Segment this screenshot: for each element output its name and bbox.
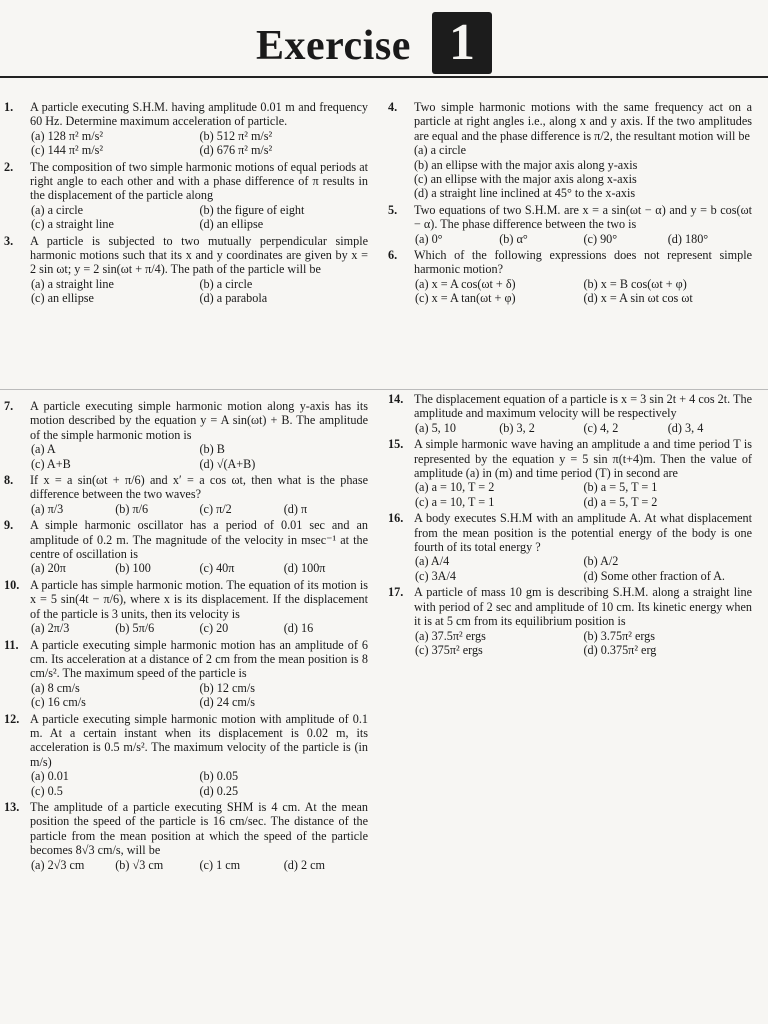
answer-option: (b) √3 cm <box>115 857 164 872</box>
answer-option: (a) a straight line <box>31 276 114 291</box>
answer-options <box>30 681 368 710</box>
question-number: 13. <box>4 799 20 814</box>
question-number: 1. <box>4 100 14 114</box>
question-item <box>388 437 752 509</box>
answer-option: (a) 128 π² m/s² <box>31 128 104 143</box>
question-text: The displacement equation of a particle is x = 3 sin 2t + 4 cos 2t. The amplitude and maximum velocity will be respectively <box>414 392 752 421</box>
question-number: 5. <box>388 202 398 217</box>
answer-option: (b) a = 5, T = 1 <box>583 480 658 495</box>
question-number: 10. <box>4 577 20 592</box>
answer-options <box>30 561 368 575</box>
answer-option: (d) 0.25 <box>199 783 239 798</box>
right-column-bottom <box>388 392 752 659</box>
answer-option: (a) a = 10, T = 2 <box>415 480 495 495</box>
answer-option: (d) 0.375π² erg <box>583 642 657 657</box>
answer-option: (a) a circle <box>31 202 84 217</box>
answer-option: (a) 37.5π² ergs <box>415 628 486 643</box>
question-item <box>4 712 368 798</box>
answer-options <box>30 502 368 516</box>
header-rule <box>0 76 768 78</box>
question-item <box>4 234 368 306</box>
answer-option: (d) 3, 4 <box>667 420 704 435</box>
answer-options <box>414 232 752 246</box>
question-text: A particle executing S.H.M. having amplitude 0.01 m and frequency 60 Hz. Determine maximum acceleration of particle. <box>30 100 368 129</box>
answer-option: (a) A/4 <box>415 554 450 569</box>
answer-option: (d) 676 π² m/s² <box>199 143 273 158</box>
answer-option: (d) √(A+B) <box>199 456 256 471</box>
answer-option: (d) 2 cm <box>283 857 326 872</box>
answer-option: (c) 90° <box>583 231 618 246</box>
question-text: Two equations of two S.H.M. are x = a sin(ωt − α) and y = b cos(ωt − α). The phase difference between the two is <box>414 202 752 232</box>
answer-option: (b) π/6 <box>115 501 149 516</box>
answer-option: (b) the figure of eight <box>199 202 305 217</box>
question-item <box>4 100 368 158</box>
answer-option: (c) 4, 2 <box>583 420 619 435</box>
answer-option: (d) 100π <box>283 561 326 576</box>
question-number: 4. <box>388 100 398 114</box>
answer-option: (c) π/2 <box>199 501 232 516</box>
question-text: A particle is subjected to two mutually perpendicular simple harmonic motions such that its x and y coordinates are given by x = 2 sin ωt; y = 2 sin(ωt + π/4). The path of the particle will be <box>30 233 368 277</box>
answer-option: (d) a straight line inclined at 45° to the x-axis <box>414 186 636 201</box>
question-text: If x = a sin(ωt + π/6) and x′ = a cos ωt, then what is the phase difference between the two waves? <box>30 473 368 502</box>
question-number: 9. <box>4 518 14 533</box>
question-text: A particle executing simple harmonic motion with amplitude of 0.1 m. At a certain instant when its displacement is 0.02 m, its acceleration is 0.5 m/s². The maximum velocity of the particle is (in m/s) <box>30 711 368 769</box>
answer-option: (b) 100 <box>115 561 151 576</box>
question-number: 11. <box>4 637 19 652</box>
exercise-title: Exercise <box>256 23 411 69</box>
answer-options <box>414 421 752 435</box>
answer-option: (c) 16 cm/s <box>31 695 86 710</box>
answer-option: (c) A+B <box>31 456 71 471</box>
question-text: A simple harmonic oscillator has a period of 0.01 sec and an amplitude of 0.2 m. The magnitude of the velocity in msec⁻¹ at the centre of oscillation is <box>30 518 368 562</box>
answer-option: (c) a straight line <box>31 217 114 232</box>
answer-option: (c) a = 10, T = 1 <box>415 494 495 509</box>
answer-option: (d) π <box>283 501 308 516</box>
answer-options <box>414 554 752 583</box>
answer-option: (c) 40π <box>199 561 235 576</box>
answer-option: (a) π/3 <box>31 501 64 516</box>
answer-option: (b) 512 π² m/s² <box>199 128 273 143</box>
answer-option: (b) 0.05 <box>199 769 239 784</box>
question-item <box>4 473 368 516</box>
answer-option: (b) 5π/6 <box>115 621 155 636</box>
question-number: 7. <box>4 399 14 413</box>
question-item <box>388 248 752 306</box>
right-column-top <box>388 100 752 308</box>
answer-option: (c) x = A tan(ωt + φ) <box>415 291 516 306</box>
answer-option: (c) 144 π² m/s² <box>31 143 104 158</box>
question-text: The composition of two simple harmonic motions of equal periods at right angle to each other and with a phase difference of π results in the displacement of the particle along <box>30 159 368 203</box>
answer-option: (d) Some other fraction of A. <box>583 568 725 583</box>
answer-options <box>414 629 752 658</box>
answer-option: (c) 1 cm <box>199 857 241 872</box>
answer-option: (a) 5, 10 <box>415 420 456 435</box>
answer-option: (d) 180° <box>667 231 709 246</box>
question-item <box>388 100 752 201</box>
answer-options <box>30 129 368 158</box>
answer-option: (a) 2√3 cm <box>31 857 85 872</box>
answer-option: (a) A <box>31 442 56 457</box>
answer-option: (d) 24 cm/s <box>199 695 256 710</box>
question-number: 15. <box>388 437 404 452</box>
exercise-number-badge: 1 <box>432 12 492 74</box>
answer-option: (a) a circle <box>414 143 467 158</box>
question-item <box>388 585 752 657</box>
question-text: A particle of mass 10 gm is describing S.H.M. along a straight line with period of 2 sec and amplitude of 10 cm. Its kinetic energy when it is at 5 cm from its equilibrium position is <box>414 585 752 629</box>
answer-option: (a) 20π <box>31 561 66 576</box>
answer-option: (b) B <box>199 442 225 457</box>
answer-option: (c) an ellipse with the major axis along x-axis <box>414 172 637 187</box>
question-text: A body executes S.H.M with an amplitude A. At what displacement from the mean position is the potential energy of the body is one fourth of its total energy ? <box>414 511 752 555</box>
answer-options <box>414 480 752 509</box>
answer-option: (d) 16 <box>283 621 314 636</box>
question-number: 3. <box>4 233 14 248</box>
question-number: 16. <box>388 511 404 526</box>
answer-option: (a) 0.01 <box>31 769 69 784</box>
question-number: 6. <box>388 248 398 263</box>
question-number: 17. <box>388 585 404 600</box>
answer-option: (b) 3.75π² ergs <box>583 628 656 643</box>
answer-options <box>414 277 752 306</box>
answer-options <box>414 143 752 201</box>
question-item <box>4 518 368 576</box>
question-text: A particle executing simple harmonic motion along y-axis has its motion described by the equation y = A sin(ωt) + B. The amplitude of the simple harmonic motion is <box>30 399 368 442</box>
answer-options <box>30 277 368 306</box>
answer-option: (a) x = A cos(ωt + δ) <box>415 276 516 291</box>
question-number: 12. <box>4 711 20 726</box>
question-text: A particle has simple harmonic motion. The equation of its motion is x = 5 sin(4t − π/6), where x is its displacement. If the displacement of the particle is 3 units, then its velocity is <box>30 577 368 621</box>
question-text: Two simple harmonic motions with the same frequency act on a particle at right angles i.e., along x and y axis. If the two amplitudes are equal and the phase difference is π/2, the resultant motion will be <box>414 100 752 143</box>
question-item <box>388 511 752 583</box>
answer-options <box>30 769 368 798</box>
answer-options <box>30 442 368 471</box>
question-item <box>388 392 752 435</box>
answer-option: (c) 375π² ergs <box>415 642 483 657</box>
answer-option: (d) x = A sin ωt cos ωt <box>583 291 693 306</box>
question-item <box>4 578 368 636</box>
question-text: Which of the following expressions does not represent simple harmonic motion? <box>414 248 752 277</box>
answer-option: (c) 20 <box>199 621 229 636</box>
answer-option: (b) 12 cm/s <box>199 680 256 695</box>
answer-option: (d) a parabola <box>199 291 268 306</box>
question-item <box>4 638 368 710</box>
question-text: The amplitude of a particle executing SHM is 4 cm. At the mean position the speed of the particle is 16 cm/sec. The distance of the particle from the mean position at which the speed of the particle becomes 8√3 cm/s, will be <box>30 799 368 858</box>
exercise-header <box>0 0 768 78</box>
answer-option: (b) α° <box>499 231 528 246</box>
question-text: A particle executing simple harmonic motion has an amplitude of 6 cm. Its acceleration at a distance of 2 cm from the mean position is 8 cm/s². The maximum speed of the particle is <box>30 637 368 681</box>
answer-option: (c) 0.5 <box>31 783 63 798</box>
question-item <box>4 160 368 232</box>
left-column-bottom <box>4 399 368 874</box>
answer-option: (c) an ellipse <box>31 291 94 306</box>
answer-options <box>30 858 368 872</box>
answer-option: (c) 3A/4 <box>415 568 456 583</box>
section-divider <box>0 389 768 390</box>
answer-option: (a) 2π/3 <box>31 621 70 636</box>
question-item <box>388 203 752 246</box>
answer-option: (a) 0° <box>415 231 443 246</box>
question-number: 8. <box>4 473 14 488</box>
question-number: 2. <box>4 159 14 174</box>
answer-options <box>30 621 368 635</box>
question-item <box>4 399 368 471</box>
question-item <box>4 800 368 872</box>
answer-option: (b) a circle <box>199 276 253 291</box>
answer-option: (b) A/2 <box>583 554 619 569</box>
answer-option: (b) x = B cos(ωt + φ) <box>583 276 687 291</box>
answer-option: (a) 8 cm/s <box>31 680 80 695</box>
answer-options <box>30 203 368 232</box>
answer-option: (d) an ellipse <box>199 217 264 232</box>
answer-option: (b) an ellipse with the major axis along y-axis <box>414 157 638 172</box>
question-number: 14. <box>388 392 404 406</box>
left-column-top <box>4 100 368 308</box>
answer-option: (b) 3, 2 <box>499 420 535 435</box>
question-text: A simple harmonic wave having an amplitude a and time period T is represented by the equation y = 5 sin π(t+4)m. Then the value of amplitude (a) in (m) and time period (T) in second are <box>414 437 752 481</box>
answer-option: (d) a = 5, T = 2 <box>583 494 658 509</box>
